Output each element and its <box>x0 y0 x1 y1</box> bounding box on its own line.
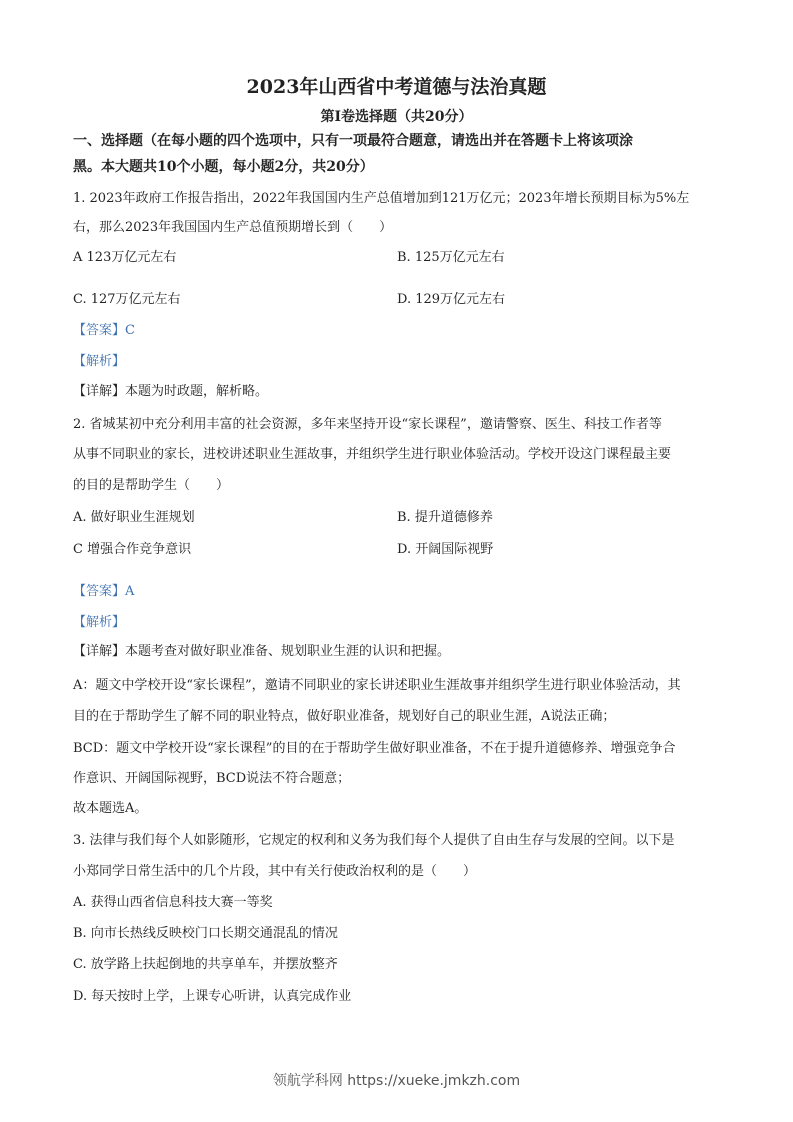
q3-stem-line1: 3. 法律与我们每个人如影随形，它规定的权利和义务为我们每个人提供了自由生存与发展的空间。以下是 <box>73 833 675 848</box>
q2-option-c: C 增强合作竞争意识 <box>73 542 192 557</box>
q1-option-c: C. 127万亿元左右 <box>73 292 181 307</box>
q1-option-b: B. 125万亿元左右 <box>397 250 505 265</box>
q1-detail: 【详解】本题为时政题，解析略。 <box>73 384 269 399</box>
q2-explain-a-line1: A：题文中学校开设“家长课程”，邀请不同职业的家长讲述职业生涯故事并组织学生进行职业体验活动，其 <box>73 678 681 693</box>
q1-stem-line1: 1. 2023年政府工作报告指出，2022年我国国内生产总值增加到121万亿元；2023年增长预期目标为5%左 <box>73 191 690 206</box>
section-instruction-line2: 黑。本大题共10个小题，每小题2分，共20分） <box>73 159 374 175</box>
q2-option-d: D. 开阔国际视野 <box>397 542 494 557</box>
q2-stem-line1: 2. 省城某初中充分利用丰富的社会资源，多年来坚持开设“家长课程”，邀请警察、医生、科技工作者等 <box>73 417 662 432</box>
section-subtitle: 第Ⅰ卷选择题（共20分） <box>320 109 473 125</box>
q2-stem-line3: 的目的是帮助学生（ ） <box>73 478 230 493</box>
q3-option-d: D. 每天按时上学，上课专心听讲，认真完成作业 <box>73 989 352 1004</box>
q2-conclusion: 故本题选A。 <box>73 801 148 816</box>
q3-option-c: C. 放学路上扶起倒地的共享单车，并摆放整齐 <box>73 957 338 972</box>
q1-option-d: D. 129万亿元左右 <box>397 292 506 307</box>
q1-analysis-label: 【解析】 <box>73 354 126 369</box>
q3-stem-line2: 小郑同学日常生活中的几个片段，其中有关行使政治权利的是（ ） <box>73 864 477 879</box>
section-instruction-line1: 一、选择题（在每小题的四个选项中，只有一项最符合题意，请选出并在答题卡上将该项涂 <box>73 133 633 149</box>
q2-option-a: A. 做好职业生涯规划 <box>73 510 195 525</box>
q2-analysis-label: 【解析】 <box>73 615 126 630</box>
q2-detail: 【详解】本题考查对做好职业准备、规划职业生涯的认识和把握。 <box>73 644 451 659</box>
q2-explain-a-line2: 目的在于帮助学生了解不同的职业特点，做好职业准备，规划好自己的职业生涯，A说法正确； <box>73 709 616 724</box>
q2-explain-bcd-line2: 作意识、开阔国际视野，BCD说法不符合题意； <box>73 771 351 786</box>
page-title: 2023年山西省中考道德与法治真题 <box>246 76 547 98</box>
q1-answer: 【答案】C <box>73 323 135 338</box>
site-watermark-footer: 领航学科网 https://xueke.jmkzh.com <box>272 1073 521 1089</box>
q3-option-a: A. 获得山西省信息科技大赛一等奖 <box>73 895 273 910</box>
q3-option-b: B. 向市长热线反映校门口长期交通混乱的情况 <box>73 926 338 941</box>
q2-explain-bcd-line1: BCD：题文中学校开设“家长课程”的目的在于帮助学生做好职业准备，不在于提升道德修养、增强竞争合 <box>73 741 676 756</box>
q1-option-a: A 123万亿元左右 <box>73 250 177 265</box>
q2-answer: 【答案】A <box>73 584 135 599</box>
q1-stem-line2: 右，那么2023年我国国内生产总值预期增长到（ ） <box>73 220 393 235</box>
q2-stem-line2: 从事不同职业的家长，进校讲述职业生涯故事，并组织学生进行职业体验活动。学校开设这门课程最主要 <box>73 447 672 462</box>
q2-option-b: B. 提升道德修养 <box>397 510 493 525</box>
